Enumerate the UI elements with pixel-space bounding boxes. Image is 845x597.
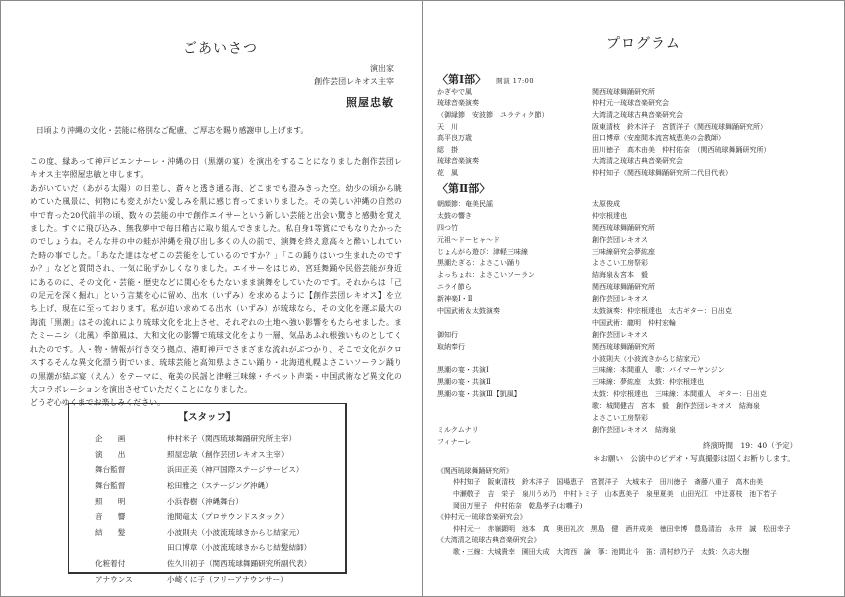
program-performer: 結海泉＆宮本 毅	[592, 271, 648, 280]
program-title: 黒潮の宴・共演Ⅲ【凱風】	[437, 390, 521, 399]
program-row	[437, 293, 837, 305]
program-performer: 大湾清之琉球古典音楽研究会	[592, 110, 683, 119]
greeting-body	[30, 155, 402, 410]
program-row	[437, 222, 837, 234]
staff-role: 舞台監督	[95, 481, 126, 491]
program-title: 取納奉行	[437, 342, 465, 351]
part2-heading: 〈第Ⅱ部〉	[437, 182, 491, 195]
program-row	[437, 121, 837, 133]
author-role: 演出家	[370, 64, 394, 73]
staff-list	[89, 431, 339, 587]
program-performer: 太鼓：仲宗根達也 三味線：本間重人 ギター：日出克	[592, 390, 767, 399]
staff-name: 池間竜太（プロサウンドスタック）	[167, 512, 289, 522]
program-title: 琉球音楽演奏	[437, 99, 479, 108]
program-row	[437, 246, 837, 258]
staff-role: 化粧着付	[95, 559, 126, 569]
greeting-page	[0, 0, 422, 597]
program-title: じょんがら遊び：津軽三味線	[437, 247, 528, 256]
staff-role: 照 明	[95, 496, 126, 506]
program-row	[437, 234, 837, 246]
staff-name: 浜田正美（神戸国際ステージサービス）	[167, 465, 304, 475]
staff-row	[89, 447, 339, 463]
no-photography-note: ＊お願い 公演中のビデオ・写真撮影は固くお断りします。	[593, 454, 795, 463]
program-title: 天 川	[437, 122, 458, 131]
staff-row	[89, 478, 339, 494]
program-row	[437, 412, 837, 424]
program-title: （御縁節 安波節 ユラティク節）	[437, 110, 549, 119]
program-title: 新神楽Ⅰ・Ⅱ	[437, 295, 473, 304]
member-names: 仲村知子 阪東清枝 鈴木洋子 国場恵子 宮賀洋子 大城末子 田川徳子 斎藤八重子 高木由美	[453, 478, 764, 487]
part1-start-time: 開演 17:00	[496, 77, 534, 85]
program-performer: 仲宗根達也	[592, 211, 627, 220]
staff-row	[89, 509, 339, 525]
program-title: フィナーレ	[437, 437, 472, 446]
program-performer: 中国武術：龍明 仲村宏輪	[592, 318, 676, 327]
program-row	[437, 257, 837, 269]
staff-name: 佐久川初子（関西琉球舞踊研究所副代表）	[167, 559, 312, 569]
program-performer: 創作芸団レキオス	[592, 295, 648, 304]
part1-title: 〈第Ⅰ部〉	[437, 73, 487, 86]
program-performer: 創作芸団レキオス	[592, 330, 648, 339]
author-name: 照屋忠敏	[346, 96, 394, 109]
staff-role: 結 髪	[95, 527, 126, 537]
staff-row	[89, 431, 339, 447]
program-performer: 仲村知子（関西琉球舞踊研究所二代目代表）	[592, 168, 732, 177]
program-row	[437, 144, 837, 156]
program-performer: 三味線研究会夢紘座	[592, 247, 655, 256]
program-performer: 太鼓演奏：仲宗根達也 太古ギター：日出克	[592, 306, 732, 315]
staff-name: 小浜春樹（沖縄舞台）	[167, 496, 243, 506]
program-performer: 田口博章（安座間本流宮城恵美の会教師）	[592, 134, 725, 143]
staff-row	[89, 556, 339, 572]
body-paragraph: この度、縁あって神戸ビエンナーレ・沖縄の日（黒潮の宴）を演出をすることになりました創作芸団レキオス主宰照屋忠敏と申します。	[30, 157, 402, 180]
program-performer: 三味線：本間重人 歌：バイマーヤンジン	[592, 366, 725, 375]
program-row	[437, 198, 837, 210]
staff-name: 仲村米子（関西琉球舞踊研究所主宰）	[167, 434, 297, 444]
program-row	[437, 86, 837, 98]
member-names: 中瀬敬子 吉 栄子 泉川うめ乃 中村トミ子 山本恵美子 泉里夏美 山田光江 中辻喜枝 池下若子	[453, 489, 777, 498]
program-row	[437, 269, 837, 281]
program-title: ミルクムナリ	[437, 425, 479, 434]
program-performer: 阪東清枝 鈴木洋子 宮賀洋子（関西琉球舞踊研究所）	[592, 122, 767, 131]
program-title: 琉球音楽演奏	[437, 157, 479, 166]
staff-role: アナウンス	[95, 574, 133, 584]
staff-role: 舞台監督	[95, 465, 126, 475]
staff-role: 企 画	[95, 434, 126, 444]
body-paragraph: あがいていだ（あがる太陽）の日差し、蒼々と透き通る海、どこまでも澄みきった空。幼少の頃から眺めていた風景に、何物にも変えがたい愛しみを肌に感じ育ってまいりました。その美しい沖縄の自然の中で育った20代前半の頃、数々の芸能の中で創作エイサーという新しい芸能と出会い驚きと感動を覚えました。すぐに飛び込み、無我夢中で毎日稽古に取り組んできました。私自身1等賞にでもなりたかったのでしょうね。そんな井の中の蛙が沖縄を飛び出し多くの人の前で、演舞を終え意高々と酔いしれていた時の事でした。「あなた達はなぜこの芸能をしているのですか？」「この踊りはいつ生まれたのですか？」などと質問され、一気に恥ずかしくなりました。エイサーをはじめ、宮廷舞踊や民俗芸能が身近にあるのに、その文化・芸能・歴史などに関心をもたないまま演舞をしていたのです。それからは「己の足元を深く掘れ」という言葉を心に留め、出水（いずみ）を求めるように【創作芸団レキオス】を立ち上げ、現在に至っております。私が追い求めてる出水（いずみ）が琉球なら、その文化を運ぶ最大の海流「黒潮」はその流れにより琉球文化を北上させ、それぞれの土地へ強い影響をもたらせました。またミーニシ（北風）季節風は、大和文化の影響で琉球文化をより一層、気品あふれ根強いものとしてくれたのです。人・物・情報が行き交う拠点、港町神戸でさまざまな流れがぶつかり、そこで文化がクロスするそんな異文化漂う街でいま、琉球芸能と高知県よさこい踊り・北海道札幌よさこいソーラン踊りの黒潮が結ぶ宴（えん）をテーマに、奄美の民謡と津軽三味線・チベット声楽・中国武術など異文化の大コラボレーションを演出させていただくことになりました。	[30, 183, 402, 394]
program-title: 黒潮の宴・共演Ⅰ	[437, 366, 489, 375]
member-names: 歌・三線：大城貴幸 園田大成 大湾西 論 箏：池間北斗 笛：清村紗乃子 太鼓：久志大樹	[453, 547, 750, 556]
program-title: 黒潮の宴・共演Ⅱ	[437, 378, 491, 387]
program-title: 中国武術＆太鼓演奏	[437, 306, 500, 315]
program-title: 花 風	[437, 168, 458, 177]
program-title: 元祖～ドーヒャ～ド	[437, 235, 500, 244]
member-group-heading: 《大湾清之琉球古典音楽研究会》	[437, 536, 541, 545]
program-performer: 小波則夫（小波流きからじ結家元）	[592, 354, 704, 363]
author-organization: 創作芸団レキオス主宰	[314, 77, 394, 86]
staff-name: 小波則夫（小波流琉球きからじ結家元）	[167, 527, 304, 537]
program-row	[437, 424, 837, 436]
program-row	[437, 281, 837, 293]
part2-program-list	[437, 198, 837, 448]
program-row	[437, 210, 837, 222]
program-row	[437, 388, 837, 400]
program-row	[437, 305, 837, 317]
body-paragraph: どうぞ心ゆくまでお楽しみください。	[30, 398, 166, 408]
program-title: 黒潮たぎる：よさこい踊り	[437, 259, 521, 268]
program-performer: 関西琉球舞踊研究所	[592, 342, 655, 351]
program-performer: 関西琉球舞踊研究所	[592, 283, 655, 292]
program-page	[423, 0, 845, 597]
program-row	[437, 132, 837, 144]
member-names: 岡田万里子 仲村佑奈 乾島孝子(お囃子)	[453, 501, 583, 510]
program-row	[437, 341, 837, 353]
staff-name: 田口博章（小波流琉球きからじ結髪結師）	[167, 543, 312, 553]
greeting-line: 日頃より沖縄の文化・芸能に格別なご配慮、ご厚志を賜り感謝申し上げます。	[36, 126, 309, 135]
end-time: 終演時間 19：40（予定）	[703, 441, 798, 450]
program-performer: 創作芸団レキオス 結海泉	[592, 425, 676, 434]
greeting-title: ごあいさつ	[183, 41, 258, 57]
program-title: プログラム	[606, 36, 681, 52]
program-performer: よさこい工房祭彩	[592, 259, 648, 268]
staff-row	[89, 571, 339, 587]
staff-row	[89, 493, 339, 509]
program-performer: 太原俊成	[592, 199, 620, 208]
program-title: 四つ竹	[437, 223, 458, 232]
program-row	[437, 109, 837, 121]
program-performer: 大湾清之琉球古典音楽研究会	[592, 157, 683, 166]
program-row	[437, 317, 837, 329]
staff-role: 演 出	[95, 449, 126, 459]
member-names: 仲村元一 赤嶺顕明 池本 真 奥田礼次 黒島 健 酒井成美 徳田幸博 豊島清治 永井 誠 松田幸子	[453, 524, 791, 533]
staff-name: 松田雅之（ステージング沖縄）	[167, 481, 273, 491]
staff-title: 【スタッフ】	[178, 412, 236, 423]
member-group-heading: 《関西琉球舞踊研究所》	[437, 466, 513, 475]
member-group-heading: 《仲村元一琉球音楽研究会》	[437, 513, 527, 522]
part1-heading	[437, 71, 534, 87]
staff-row	[89, 525, 339, 541]
staff-box	[68, 403, 347, 584]
program-performer: よさこい工房祭彩	[592, 413, 648, 422]
program-title: かぎやで風	[437, 87, 472, 96]
program-title: ニライ節ら	[437, 283, 472, 292]
program-row	[437, 400, 837, 412]
program-row	[437, 98, 837, 110]
program-performer: 歌：城間健吉 宮本 毅 創作芸団レキオス 結海泉	[592, 402, 760, 411]
staff-row	[89, 462, 339, 478]
program-title: 高平良万歳	[437, 134, 472, 143]
program-performer: 三味線：夢紘座 太鼓：仲宗根達也	[592, 378, 704, 387]
part1-program-list	[437, 86, 837, 179]
program-row	[437, 329, 837, 341]
member-list	[437, 464, 837, 557]
staff-role: 音 響	[95, 512, 126, 522]
staff-row	[89, 540, 339, 556]
program-title: よっちょれ：よさこいソーラン	[437, 271, 535, 280]
staff-name: 小崎くに子（フリーアナウンサー）	[167, 574, 288, 584]
program-performer: 田川徳子 高木由美 仲村佑奈 （関西琉球舞踊研究所）	[592, 145, 771, 154]
program-performer: 創作芸団レキオス	[592, 235, 648, 244]
program-row	[437, 156, 837, 168]
program-performer: 仲村元一琉球音楽研究会	[592, 99, 669, 108]
staff-name: 照屋忠敏（創作芸団レキオス主宰）	[167, 449, 289, 459]
program-title: 御知行	[437, 330, 458, 339]
program-row	[437, 167, 837, 179]
program-row	[437, 353, 837, 365]
program-title: 綛 掛	[437, 145, 458, 154]
program-title: 朝顔節：奄美民謡	[437, 199, 493, 208]
program-title: 太鼓の響き	[437, 211, 472, 220]
program-row	[437, 364, 837, 376]
program-performer: 関西琉球舞踊研究所	[592, 223, 655, 232]
program-row	[437, 376, 837, 388]
program-performer: 関西琉球舞踊研究所	[592, 87, 655, 96]
